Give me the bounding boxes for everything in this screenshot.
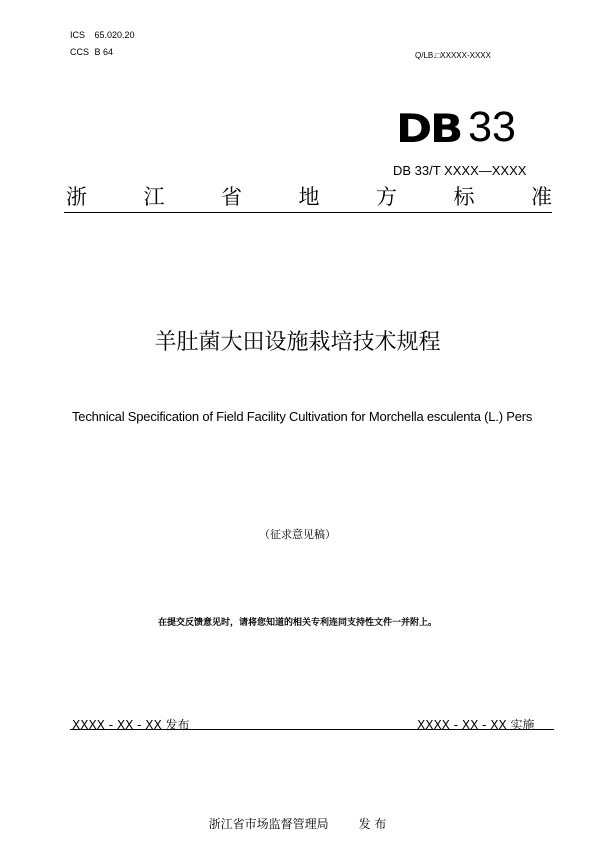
- document-title-en: Technical Specification of Field Facility Cultivation for Morchella esculenta (L.) Pers: [72, 409, 533, 424]
- title-char: 地: [298, 185, 320, 209]
- document-title-cn: 羊肚菌大田设施栽培技术规程: [154, 330, 441, 355]
- title-char: 江: [143, 185, 165, 209]
- logo-db-text: DB: [396, 107, 462, 152]
- filing-number: Q/LB.□XXXXX-XXXX: [415, 51, 491, 60]
- title-char: 方: [376, 185, 397, 209]
- title-char: 标: [453, 185, 475, 209]
- db-logo: [396, 103, 516, 152]
- ccs-label: CCS: [70, 47, 90, 57]
- publisher-action: 发 布: [358, 817, 387, 831]
- publisher: [0, 815, 595, 832]
- ics-row: [70, 30, 135, 40]
- title-char: 准: [531, 185, 552, 209]
- title-char: 浙: [66, 185, 87, 209]
- provincial-standard-title: [66, 187, 552, 208]
- issue-date: XXXX - XX - XX 发布: [72, 718, 190, 732]
- publisher-org: 浙江省市场监督管理局: [208, 817, 329, 831]
- ics-code: 65.020.20: [94, 30, 135, 40]
- ics-label: ICS: [70, 30, 86, 40]
- draft-label: （征求意见稿）: [259, 528, 336, 541]
- implementation-date: XXXX - XX - XX 实施: [417, 718, 535, 732]
- standard-number: DB 33/T XXXX—XXXX: [393, 163, 527, 178]
- patent-notice: 在提交反馈意见时，请将您知道的相关专利连同支持性文件一并附上。: [157, 618, 437, 628]
- logo-number: 33: [468, 103, 516, 151]
- header-divider: [64, 212, 552, 213]
- footer-divider: [70, 729, 554, 730]
- ccs-code: B 64: [94, 47, 114, 57]
- title-char: 省: [221, 185, 242, 209]
- ccs-row: [70, 47, 113, 57]
